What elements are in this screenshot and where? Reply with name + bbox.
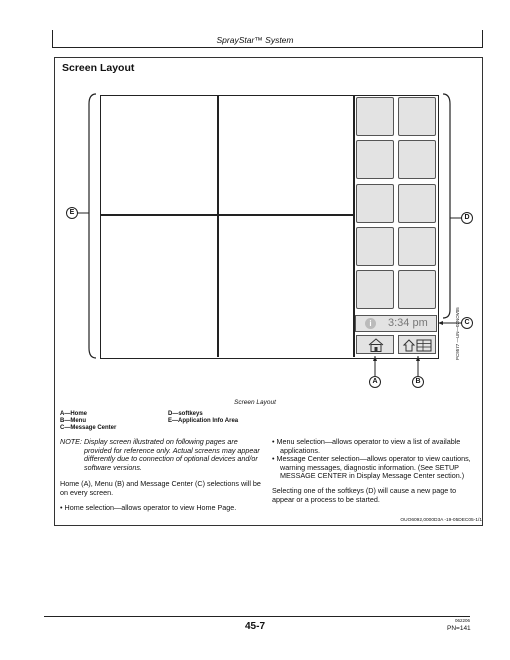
callout-d: D: [461, 212, 473, 224]
screen-divider-horizontal: [101, 214, 353, 216]
softkey-10[interactable]: [398, 270, 436, 309]
legend-c: C—Message Center: [60, 425, 117, 431]
footer-pn: PN=141: [447, 625, 471, 632]
softkey-2[interactable]: [398, 97, 436, 136]
callout-b: B: [412, 376, 424, 388]
left-column: [60, 438, 266, 512]
status-time: 3:34 pm: [388, 317, 428, 329]
softkey-9[interactable]: [356, 270, 394, 309]
softkey-6[interactable]: [398, 184, 436, 223]
bracket-d: [443, 94, 450, 318]
menu-bullet: • Menu selection—allows operator to view a list of available applications.: [272, 437, 461, 455]
page-header-title: SprayStar™ System: [216, 35, 294, 45]
callout-e: E: [66, 207, 78, 219]
message-center[interactable]: [355, 315, 437, 332]
menu-button[interactable]: [398, 335, 436, 354]
right-column: [272, 438, 478, 504]
figure-side-code: PC9577 —UN—02NOV05: [455, 307, 460, 360]
footer-code: 062206: [455, 618, 471, 623]
legend-e: E—Application Info Area: [168, 418, 239, 424]
softkey-1[interactable]: [356, 97, 394, 136]
bracket-e: [89, 94, 96, 358]
selections-paragraph: Home (A), Menu (B) and Message Center (C) selections will be on every screen.: [60, 479, 261, 497]
info-icon: i: [365, 318, 376, 329]
callout-a: A: [369, 376, 381, 388]
softkey-3[interactable]: [356, 140, 394, 179]
softkeys-paragraph: Selecting one of the softkeys (D) will cause a new page to appear or a process to be started.: [272, 485, 457, 504]
home-icon: [367, 337, 385, 353]
legend-a: A—Home: [60, 411, 88, 417]
footer-rule: [44, 616, 470, 617]
page-number: 45-7: [244, 621, 265, 632]
softkey-7[interactable]: [356, 227, 394, 266]
legend-d: D—softkeys: [168, 411, 203, 417]
home-bullet: • Home selection—allows operator to view Home Page.: [60, 502, 237, 512]
callout-c: C: [461, 317, 473, 329]
menu-icon: [402, 337, 434, 353]
screen-divider-vertical: [217, 96, 219, 357]
document-code: OUO6092,0000D3A -19-05DEC05-1/1: [400, 518, 482, 523]
softkey-5[interactable]: [356, 184, 394, 223]
home-button[interactable]: [356, 335, 394, 354]
section-title: Screen Layout: [62, 62, 135, 74]
display-note: NOTE: Display screen illustrated on following pages are provided for reference only. Actual screens may appear differently due to connection of optional devices and/or software versions.: [60, 437, 260, 472]
figure-caption: Screen Layout: [234, 399, 276, 406]
legend-left: [60, 411, 116, 432]
softkey-4[interactable]: [398, 140, 436, 179]
legend-right: [168, 411, 238, 425]
legend-b: B—Menu: [60, 418, 86, 424]
softkey-8[interactable]: [398, 227, 436, 266]
message-center-bullet: • Message Center selection—allows operator to view cautions, warning messages, diagnostic information. (See SETUP MESSAGE CENTER in Display Message Center section.): [272, 454, 471, 481]
